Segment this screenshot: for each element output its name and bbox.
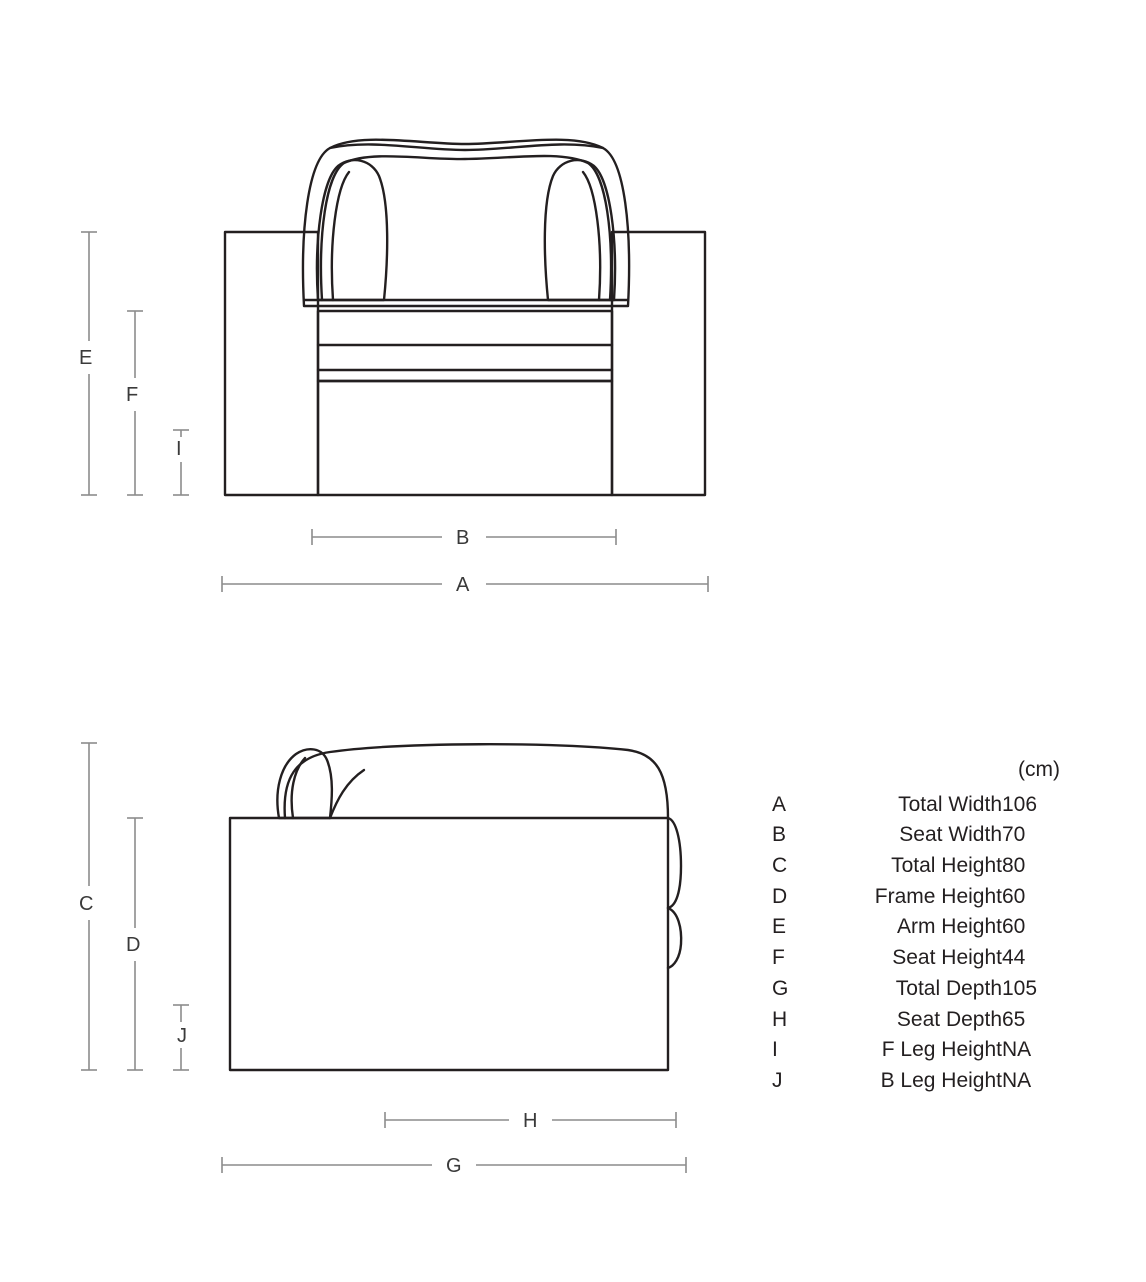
spec-value: 60: [1002, 884, 1026, 908]
spec-key: B: [772, 823, 787, 847]
dim-label-I-front: I: [176, 438, 182, 460]
spec-value: NA: [1002, 1068, 1032, 1092]
spec-key: G: [772, 976, 789, 1000]
dim-label-G-side: G: [446, 1155, 462, 1177]
table-row: [772, 1065, 1062, 1096]
specifications-panel: [772, 758, 1062, 1096]
specifications-table: [772, 789, 1062, 1096]
spec-key: C: [772, 853, 788, 877]
spec-value: 80: [1002, 853, 1026, 877]
spec-name: Total Height: [891, 853, 1002, 877]
table-row: [772, 1004, 1062, 1035]
table-row: [772, 789, 1062, 820]
spec-key: A: [772, 792, 787, 816]
spec-name: Total Depth: [895, 976, 1002, 1000]
dim-label-J-side: J: [177, 1025, 187, 1047]
dim-label-B-front: B: [456, 527, 470, 549]
front-view-chair: [225, 140, 705, 495]
spec-key: D: [772, 884, 788, 908]
dim-label-H-side: H: [523, 1110, 538, 1132]
dim-label-E-front: E: [79, 347, 93, 369]
dim-label-F-front: F: [126, 384, 139, 406]
spec-value: NA: [1002, 1038, 1032, 1062]
table-row: [772, 881, 1062, 912]
table-row: [772, 850, 1062, 881]
unit-label: (cm): [1018, 758, 1060, 781]
spec-name: Seat Height: [892, 946, 1002, 970]
table-row: [772, 912, 1062, 943]
table-row: [772, 973, 1062, 1004]
spec-name: B Leg Height: [880, 1068, 1002, 1092]
dim-label-C-side: C: [79, 893, 94, 915]
table-row: [772, 1035, 1062, 1066]
spec-value: 60: [1002, 915, 1026, 939]
side-view-chair: [230, 744, 681, 1070]
spec-name: F Leg Height: [881, 1038, 1002, 1062]
spec-value: 44: [1002, 946, 1026, 970]
spec-name: Seat Depth: [896, 1007, 1002, 1031]
spec-key: H: [772, 1007, 788, 1031]
spec-key: E: [772, 915, 787, 939]
table-row: [772, 820, 1062, 851]
spec-value: 105: [1002, 976, 1038, 1000]
spec-key: F: [772, 946, 785, 970]
spec-value: 106: [1002, 792, 1038, 816]
spec-value: 65: [1002, 1007, 1026, 1031]
table-row: [772, 943, 1062, 974]
side-view-dimension-lines: [81, 743, 686, 1173]
spec-name: Arm Height: [896, 915, 1002, 939]
spec-key: J: [772, 1068, 783, 1092]
dim-label-A-front: A: [456, 574, 470, 596]
spec-name: Total Width: [898, 792, 1002, 816]
spec-name: Seat Width: [899, 823, 1002, 847]
dim-label-D-side: D: [126, 934, 141, 956]
spec-name: Frame Height: [874, 884, 1002, 908]
spec-value: 70: [1002, 823, 1026, 847]
spec-key: I: [772, 1038, 778, 1062]
